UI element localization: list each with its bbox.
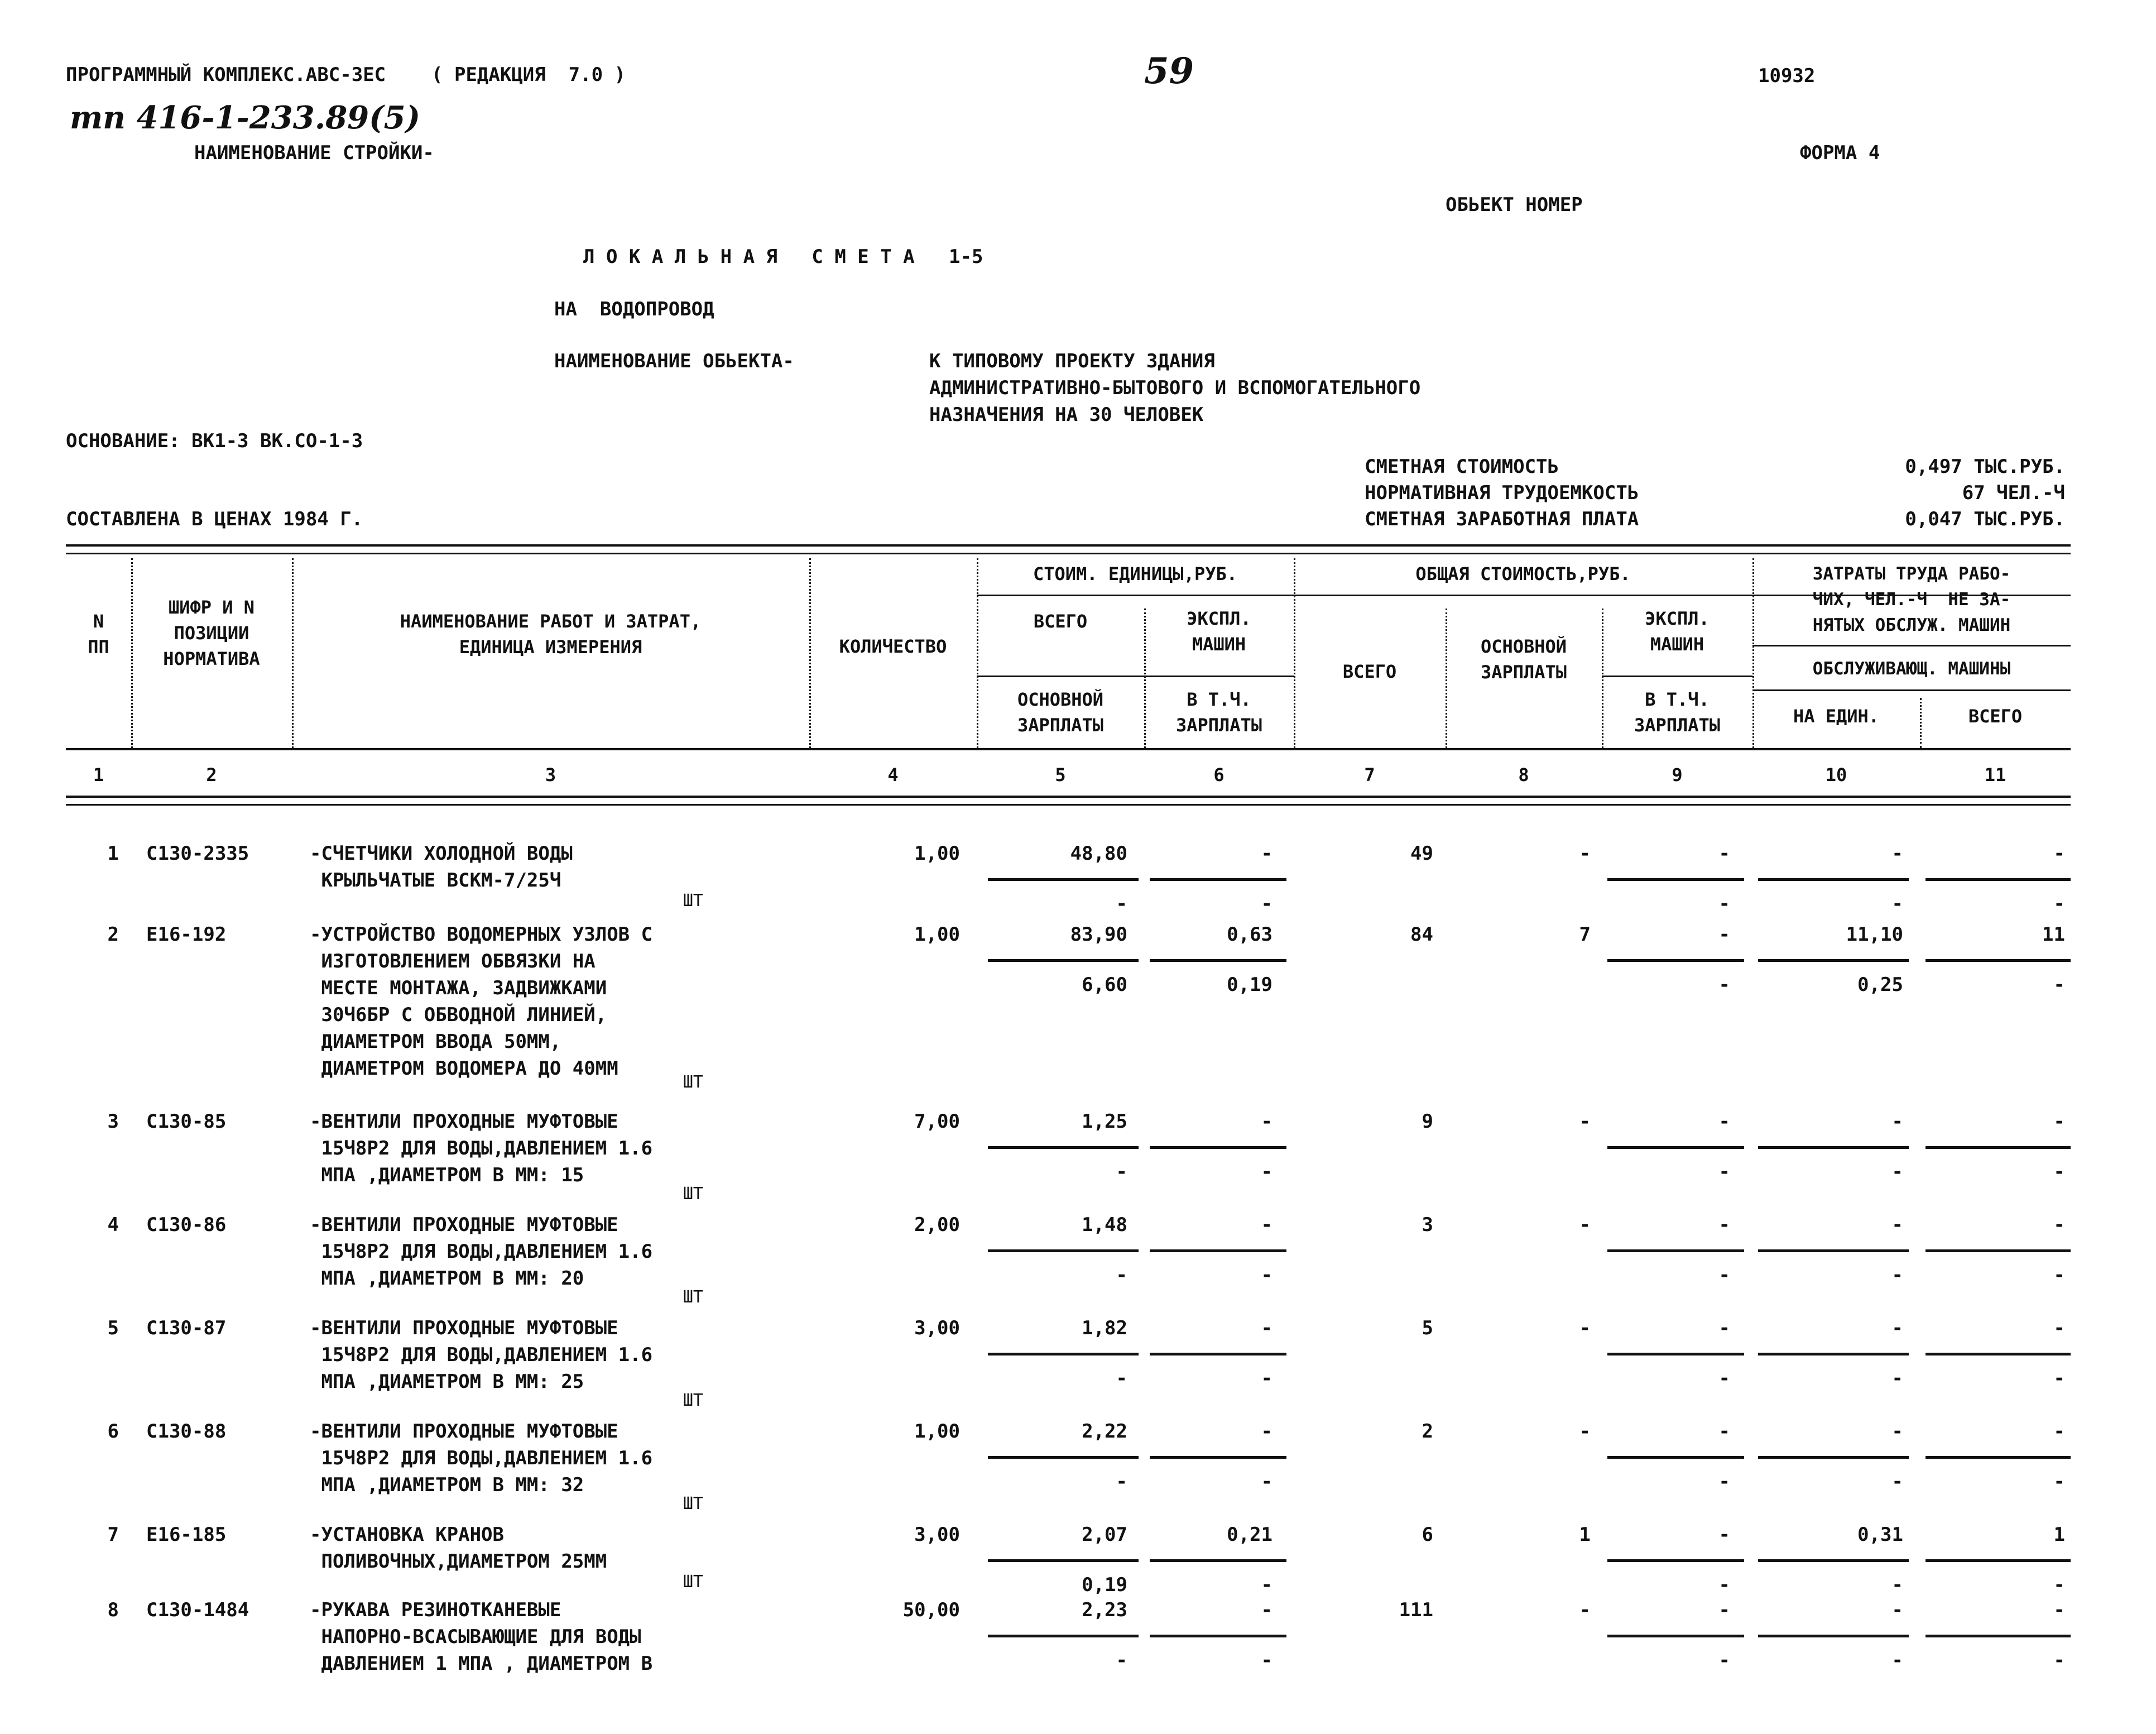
underline bbox=[988, 1456, 1139, 1459]
underline bbox=[1607, 959, 1744, 962]
cell-l-unit2: - bbox=[1891, 1649, 1903, 1671]
cell-l-unit: - bbox=[1891, 842, 1903, 865]
cell-t-total: 6 bbox=[1422, 1524, 1433, 1546]
cell-t-mach: - bbox=[1718, 1599, 1730, 1621]
underline bbox=[988, 1559, 1139, 1562]
cell-l-total: 1 bbox=[2053, 1524, 2065, 1546]
header-total-machines: ЭКСПЛ. МАШИН bbox=[1645, 608, 1710, 655]
colnum-6: 6 bbox=[1213, 764, 1225, 785]
cell-u-mach: - bbox=[1261, 1420, 1273, 1443]
cell-l-total: - bbox=[2053, 1110, 2065, 1133]
underline bbox=[1925, 1635, 2071, 1637]
cell-u-mach: - bbox=[1261, 1599, 1273, 1621]
cell-t-mwage: - bbox=[1718, 893, 1730, 915]
underline bbox=[1607, 1146, 1744, 1149]
cell-t-wage: 1 bbox=[1579, 1524, 1591, 1546]
cell-l-unit: 0,31 bbox=[1857, 1524, 1903, 1546]
cell-l-unit: - bbox=[1891, 1110, 1903, 1133]
cell-unit: ШТ bbox=[683, 1494, 703, 1513]
cell-qty: 2,00 bbox=[914, 1214, 960, 1236]
underline bbox=[1925, 1353, 2071, 1355]
colnum-4: 4 bbox=[887, 764, 899, 785]
cell-u-mwage: - bbox=[1261, 1161, 1273, 1183]
cell-l-total: - bbox=[2053, 842, 2065, 865]
underline bbox=[1758, 1146, 1909, 1149]
cell-l-total: 11 bbox=[2042, 923, 2065, 946]
cell-unit: ШТ bbox=[683, 1072, 703, 1092]
cell-l-unit2: - bbox=[1891, 1264, 1903, 1286]
cell-u-wage: - bbox=[1116, 1470, 1127, 1493]
cell-name: -ВЕНТИЛИ ПРОХОДНЫЕ МУФТОВЫЕ 15Ч8Р2 ДЛЯ ВОДЫ,ДАВЛЕНИЕМ 1.6 МПА ,ДИАМЕТРОМ В ММ: 25 bbox=[310, 1317, 653, 1393]
cell-l-unit2: - bbox=[1891, 1574, 1903, 1596]
underline bbox=[1150, 1249, 1286, 1252]
cell-l-total2: - bbox=[2053, 1649, 2065, 1671]
cell-code: С130-86 bbox=[146, 1214, 227, 1236]
cell-u-mwage: - bbox=[1261, 1470, 1273, 1493]
underline bbox=[988, 878, 1139, 881]
cell-u-total: 1,82 bbox=[1082, 1317, 1127, 1339]
cell-l-unit2: - bbox=[1891, 893, 1903, 915]
underline bbox=[1607, 1559, 1744, 1562]
program-title: ПРОГРАММНЫЙ КОМПЛЕКС.АВС-3ЕС ( РЕДАКЦИЯ 7.0 ) bbox=[66, 64, 626, 86]
colnum-3: 3 bbox=[545, 764, 556, 785]
cell-t-wage: - bbox=[1579, 1110, 1591, 1133]
header-labor: ЗАТРАТЫ ТРУДА РАБО- ЧИХ, ЧЕЛ.-Ч НЕ ЗА- НЯТЫХ ОБСЛУЖ. МАШИН bbox=[1812, 564, 2011, 635]
summary-value-cost: 0,497 ТЫС.РУБ. bbox=[1905, 456, 2065, 478]
cell-l-total2: - bbox=[2053, 974, 2065, 996]
cell-t-wage: - bbox=[1579, 1420, 1591, 1443]
cell-u-mach: - bbox=[1261, 1110, 1273, 1133]
handwritten-page-number: 59 bbox=[1144, 50, 1194, 92]
cell-u-mach: - bbox=[1261, 1214, 1273, 1236]
header-total-wage: ОСНОВНОЙ ЗАРПЛАТЫ bbox=[1480, 636, 1567, 683]
cell-qty: 7,00 bbox=[914, 1110, 960, 1133]
cell-qty: 1,00 bbox=[914, 923, 960, 946]
cell-t-mwage: - bbox=[1718, 1470, 1730, 1493]
cell-l-total2: - bbox=[2053, 1470, 2065, 1493]
underline bbox=[1925, 1146, 2071, 1149]
underline bbox=[1758, 878, 1909, 881]
cell-l-total2: - bbox=[2053, 1367, 2065, 1390]
cell-u-total: 1,48 bbox=[1082, 1214, 1127, 1236]
form-number: ФОРМА 4 bbox=[1800, 142, 1880, 164]
cell-name: -СЧЕТЧИКИ ХОЛОДНОЙ ВОДЫ КРЫЛЬЧАТЫЕ ВСКМ-7/25Ч bbox=[310, 842, 573, 892]
header-labor-service: ОБСЛУЖИВАЮЩ. МАШИНЫ bbox=[1812, 659, 2011, 679]
underline bbox=[988, 1635, 1139, 1637]
cell-l-total: - bbox=[2053, 1317, 2065, 1339]
cell-t-total: 3 bbox=[1422, 1214, 1433, 1236]
cell-u-wage: - bbox=[1116, 1649, 1127, 1671]
cell-t-wage: - bbox=[1579, 1317, 1591, 1339]
cell-l-unit2: - bbox=[1891, 1367, 1903, 1390]
cell-l-total: - bbox=[2053, 1420, 2065, 1443]
cell-l-unit: - bbox=[1891, 1317, 1903, 1339]
cell-u-mwage: - bbox=[1261, 1649, 1273, 1671]
cell-l-unit: - bbox=[1891, 1599, 1903, 1621]
cell-unit: ШТ bbox=[683, 1572, 703, 1592]
cell-n: 1 bbox=[107, 842, 119, 865]
cell-t-total: 111 bbox=[1399, 1599, 1433, 1621]
underline bbox=[1758, 1635, 1909, 1637]
underline bbox=[1925, 1456, 2071, 1459]
cell-code: Е16-192 bbox=[146, 923, 227, 946]
cell-l-unit2: - bbox=[1891, 1470, 1903, 1493]
header-code: ШИФР И N ПОЗИЦИИ НОРМАТИВА bbox=[163, 597, 260, 669]
cell-n: 2 bbox=[107, 923, 119, 946]
underline bbox=[1758, 1456, 1909, 1459]
cell-n: 4 bbox=[107, 1214, 119, 1236]
cell-code: С130-1484 bbox=[146, 1599, 249, 1621]
cell-unit: ШТ bbox=[683, 1184, 703, 1204]
summary-label-wage: СМЕТНАЯ ЗАРАБОТНАЯ ПЛАТА bbox=[1365, 508, 1639, 530]
cell-t-mwage: - bbox=[1718, 1574, 1730, 1596]
cell-code: С130-87 bbox=[146, 1317, 227, 1339]
cell-l-total2: - bbox=[2053, 1574, 2065, 1596]
underline bbox=[1925, 1559, 2071, 1562]
cell-t-wage: 7 bbox=[1579, 923, 1591, 946]
header-labor-total: ВСЕГО bbox=[1968, 706, 2023, 727]
underline bbox=[1607, 1635, 1744, 1637]
underline bbox=[1150, 1635, 1286, 1637]
cell-l-total: - bbox=[2053, 1214, 2065, 1236]
cell-n: 3 bbox=[107, 1110, 119, 1133]
cell-name: -ВЕНТИЛИ ПРОХОДНЫЕ МУФТОВЫЕ 15Ч8Р2 ДЛЯ ВОДЫ,ДАВЛЕНИЕМ 1.6 МПА ,ДИАМЕТРОМ В ММ: 20 bbox=[310, 1214, 653, 1290]
cell-n: 6 bbox=[107, 1420, 119, 1443]
cell-l-total2: - bbox=[2053, 1161, 2065, 1183]
cell-unit: ШТ bbox=[683, 1391, 703, 1410]
object-name-label: НАИМЕНОВАНИЕ ОБЬЕКТА- bbox=[554, 350, 794, 372]
cell-qty: 50,00 bbox=[902, 1599, 960, 1621]
header-unit-incl-wage: В Т.Ч. ЗАРПЛАТЫ bbox=[1175, 689, 1262, 736]
cell-l-total2: - bbox=[2053, 1264, 2065, 1286]
cell-u-mwage: - bbox=[1261, 1264, 1273, 1286]
cell-t-mach: - bbox=[1718, 1317, 1730, 1339]
basis: ОСНОВАНИЕ: ВК1-3 ВК.СО-1-3 bbox=[66, 430, 363, 452]
colnum-8: 8 bbox=[1518, 764, 1529, 785]
header-labor-per-unit: НА ЕДИН. bbox=[1793, 706, 1880, 727]
cell-t-mach: - bbox=[1718, 1420, 1730, 1443]
cell-name: -РУКАВА РЕЗИНОТКАНЕВЫЕ НАПОРНО-ВСАСЫВАЮЩИЕ ДЛЯ ВОДЫ ДАВЛЕНИЕМ 1 МПА , ДИАМЕТРОМ В bbox=[310, 1599, 653, 1675]
underline bbox=[1150, 1146, 1286, 1149]
cell-t-mach: - bbox=[1718, 1214, 1730, 1236]
construction-label: НАИМЕНОВАНИЕ СТРОЙКИ- bbox=[194, 142, 434, 164]
header-n: N ПП bbox=[88, 611, 109, 658]
doc-number: 10932 bbox=[1758, 65, 1816, 87]
cell-t-mwage: - bbox=[1718, 1367, 1730, 1390]
object-name-line-1: К ТИПОВОМУ ПРОЕКТУ ЗДАНИЯ bbox=[929, 350, 1215, 372]
object-number-label: ОБЬЕКТ НОМЕР bbox=[1446, 194, 1583, 216]
underline bbox=[1758, 959, 1909, 962]
cell-code: С130-2335 bbox=[146, 842, 249, 865]
header-quantity: КОЛИЧЕСТВО bbox=[839, 636, 947, 657]
header-total-cost: ОБЩАЯ СТОИМОСТЬ,РУБ. bbox=[1415, 563, 1631, 585]
cell-t-mwage: - bbox=[1718, 1264, 1730, 1286]
cell-n: 5 bbox=[107, 1317, 119, 1339]
underline bbox=[1150, 1353, 1286, 1355]
estimate-title: Л О К А Л Ь Н А Я С М Е Т А 1-5 bbox=[583, 246, 983, 268]
underline bbox=[988, 1146, 1139, 1149]
cell-t-total: 49 bbox=[1410, 842, 1433, 865]
colnum-10: 10 bbox=[1825, 764, 1847, 785]
cell-u-total: 2,23 bbox=[1082, 1599, 1127, 1621]
cell-t-total: 5 bbox=[1422, 1317, 1433, 1339]
object-name-line-2: АДМИНИСТРАТИВНО-БЫТОВОГО И ВСПОМОГАТЕЛЬНОГО bbox=[929, 377, 1421, 399]
header-unit-machines: ЭКСПЛ. МАШИН bbox=[1187, 608, 1251, 655]
cell-t-mwage: - bbox=[1718, 1649, 1730, 1671]
handwritten-project-code: тп 416-1-233.89(5) bbox=[70, 99, 421, 136]
summary-value-wage: 0,047 ТЫС.РУБ. bbox=[1905, 508, 2065, 530]
header-unit-wage: ОСНОВНОЙ ЗАРПЛАТЫ bbox=[1017, 689, 1104, 736]
colnum-7: 7 bbox=[1364, 764, 1375, 785]
cell-qty: 3,00 bbox=[914, 1317, 960, 1339]
cell-u-mach: 0,63 bbox=[1227, 923, 1273, 946]
summary-value-labor: 67 ЧЕЛ.-Ч bbox=[1962, 482, 2065, 504]
colnum-11: 11 bbox=[1984, 764, 2006, 785]
underline bbox=[988, 1249, 1139, 1252]
header-unit-cost: СТОИМ. ЕДИНИЦЫ,РУБ. bbox=[1033, 563, 1238, 585]
cell-t-mach: - bbox=[1718, 1110, 1730, 1133]
cell-code: С130-88 bbox=[146, 1420, 227, 1443]
cell-qty: 3,00 bbox=[914, 1524, 960, 1546]
cell-t-wage: - bbox=[1579, 1599, 1591, 1621]
cell-code: Е16-185 bbox=[146, 1524, 227, 1546]
cell-t-mach: - bbox=[1718, 923, 1730, 946]
cell-n: 8 bbox=[107, 1599, 119, 1621]
cell-n: 7 bbox=[107, 1524, 119, 1546]
cell-u-wage: 6,60 bbox=[1082, 974, 1127, 996]
cell-t-total: 84 bbox=[1410, 923, 1433, 946]
cell-name: -УСТАНОВКА КРАНОВ ПОЛИВОЧНЫХ,ДИАМЕТРОМ 25ММ bbox=[310, 1524, 607, 1573]
underline bbox=[1150, 959, 1286, 962]
cell-u-mach: - bbox=[1261, 842, 1273, 865]
cell-l-unit: - bbox=[1891, 1420, 1903, 1443]
cell-code: С130-85 bbox=[146, 1110, 227, 1133]
underline bbox=[1607, 1353, 1744, 1355]
cell-u-wage: - bbox=[1116, 1161, 1127, 1183]
cell-l-total2: - bbox=[2053, 893, 2065, 915]
cell-t-mach: - bbox=[1718, 842, 1730, 865]
cell-t-wage: - bbox=[1579, 1214, 1591, 1236]
cell-t-mach: - bbox=[1718, 1524, 1730, 1546]
cell-l-unit: 11,10 bbox=[1846, 923, 1903, 946]
header-name: НАИМЕНОВАНИЕ РАБОТ И ЗАТРАТ, ЕДИНИЦА ИЗМЕРЕНИЯ bbox=[400, 611, 702, 658]
cell-u-wage: - bbox=[1116, 1367, 1127, 1390]
underline bbox=[1758, 1249, 1909, 1252]
cell-u-wage: 0,19 bbox=[1082, 1574, 1127, 1596]
cell-u-total: 2,22 bbox=[1082, 1420, 1127, 1443]
summary-label-labor: НОРМАТИВНАЯ ТРУДОЕМКОСТЬ bbox=[1365, 482, 1639, 504]
underline bbox=[1607, 1456, 1744, 1459]
underline bbox=[1150, 1456, 1286, 1459]
summary-label-cost: СМЕТНАЯ СТОИМОСТЬ bbox=[1365, 456, 1559, 478]
colnum-5: 5 bbox=[1055, 764, 1066, 785]
object-name-line-3: НАЗНАЧЕНИЯ НА 30 ЧЕЛОВЕК bbox=[929, 404, 1204, 426]
cell-u-total: 1,25 bbox=[1082, 1110, 1127, 1133]
cell-u-wage: - bbox=[1116, 893, 1127, 915]
header-total-all: ВСЕГО bbox=[1342, 661, 1397, 682]
underline bbox=[1607, 1249, 1744, 1252]
cell-u-wage: - bbox=[1116, 1264, 1127, 1286]
cell-name: -ВЕНТИЛИ ПРОХОДНЫЕ МУФТОВЫЕ 15Ч8Р2 ДЛЯ ВОДЫ,ДАВЛЕНИЕМ 1.6 МПА ,ДИАМЕТРОМ В ММ: 32 bbox=[310, 1420, 653, 1496]
cell-t-wage: - bbox=[1579, 842, 1591, 865]
cell-t-mwage: - bbox=[1718, 1161, 1730, 1183]
cell-u-mwage: - bbox=[1261, 1367, 1273, 1390]
cell-u-total: 83,90 bbox=[1070, 923, 1127, 946]
cell-u-total: 48,80 bbox=[1070, 842, 1127, 865]
cell-t-mwage: - bbox=[1718, 974, 1730, 996]
cell-u-mwage: - bbox=[1261, 1574, 1273, 1596]
cell-l-unit2: 0,25 bbox=[1857, 974, 1903, 996]
cell-u-mwage: - bbox=[1261, 893, 1273, 915]
cell-u-mach: 0,21 bbox=[1227, 1524, 1273, 1546]
colnum-1: 1 bbox=[93, 764, 104, 785]
cell-u-mwage: 0,19 bbox=[1227, 974, 1273, 996]
colnum-2: 2 bbox=[206, 764, 217, 785]
price-level: СОСТАВЛЕНА В ЦЕНАХ 1984 Г. bbox=[66, 508, 363, 530]
underline bbox=[1925, 878, 2071, 881]
underline bbox=[1758, 1353, 1909, 1355]
underline bbox=[988, 1353, 1139, 1355]
cell-unit: ШТ bbox=[683, 891, 703, 911]
header-unit-total: ВСЕГО bbox=[1033, 611, 1088, 632]
underline bbox=[1607, 878, 1744, 881]
colnum-9: 9 bbox=[1672, 764, 1683, 785]
underline bbox=[1758, 1559, 1909, 1562]
cell-t-total: 9 bbox=[1422, 1110, 1433, 1133]
cell-qty: 1,00 bbox=[914, 1420, 960, 1443]
cell-qty: 1,00 bbox=[914, 842, 960, 865]
cell-t-total: 2 bbox=[1422, 1420, 1433, 1443]
cell-unit: ШТ bbox=[683, 1287, 703, 1307]
cell-l-unit2: - bbox=[1891, 1161, 1903, 1183]
cell-name: -УСТРОЙСТВО ВОДОМЕРНЫХ УЗЛОВ С ИЗГОТОВЛЕНИЕМ ОБВЯЗКИ НА МЕСТЕ МОНТАЖА, ЗАДВИЖКАМИ 30Ч6БР С ОБВОДНОЙ ЛИНИЕЙ, ДИАМЕТРОМ ВВОДА 50ММ, ДИАМЕТРОМ ВОДОМЕРА ДО 40ММ bbox=[310, 923, 653, 1080]
header-total-incl-wage: В Т.Ч. ЗАРПЛАТЫ bbox=[1634, 689, 1721, 736]
underline bbox=[1150, 1559, 1286, 1562]
cell-u-mach: - bbox=[1261, 1317, 1273, 1339]
underline bbox=[988, 959, 1139, 962]
cell-l-total: - bbox=[2053, 1599, 2065, 1621]
estimate-subject: НА ВОДОПРОВОД bbox=[554, 298, 714, 320]
underline bbox=[1925, 959, 2071, 962]
underline bbox=[1925, 1249, 2071, 1252]
underline bbox=[1150, 878, 1286, 881]
cell-u-total: 2,07 bbox=[1082, 1524, 1127, 1546]
cell-l-unit: - bbox=[1891, 1214, 1903, 1236]
cell-name: -ВЕНТИЛИ ПРОХОДНЫЕ МУФТОВЫЕ 15Ч8Р2 ДЛЯ ВОДЫ,ДАВЛЕНИЕМ 1.6 МПА ,ДИАМЕТРОМ В ММ: 15 bbox=[310, 1110, 653, 1186]
